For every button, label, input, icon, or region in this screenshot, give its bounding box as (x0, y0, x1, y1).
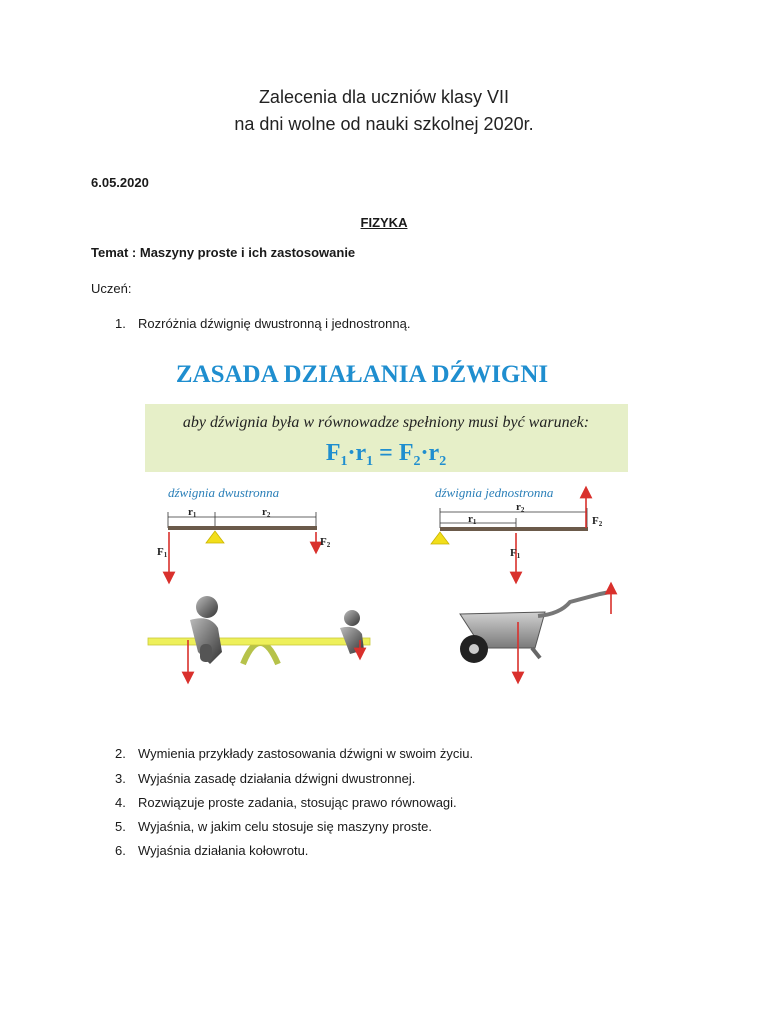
list-item-text: Rozróżnia dźwignię dwustronną i jednostronną. (138, 316, 411, 331)
list-item-number: 4. (115, 795, 126, 810)
list-item-number: 6. (115, 843, 126, 858)
pivot-triangle (206, 531, 224, 543)
equilibrium-formula: $F_1\cdot r_1 = F_2\cdot r_2$ (325, 440, 447, 469)
list-item-text: Wyjaśnia działania kołowrotu. (138, 843, 309, 858)
f2-label: F2 (320, 536, 331, 549)
pivot-triangle (431, 532, 449, 544)
r1-label: r1 (468, 513, 477, 526)
list-item-number: 1. (115, 316, 126, 331)
pupil-label: Uczeń: (91, 281, 132, 296)
r2-label: r2 (516, 501, 525, 514)
f1-label: F1 (510, 547, 521, 560)
list-item (115, 819, 432, 834)
list-item-number: 3. (115, 771, 126, 786)
r2-label: r2 (262, 506, 271, 519)
list-item (115, 795, 457, 810)
document-title-line1: Zalecenia dla uczniów klasy VII (258, 87, 510, 107)
lever-diagram (140, 352, 640, 712)
list-item-text: Rozwiązuje proste zadania, stosując prawo równowagi. (138, 795, 457, 810)
list-item-text: Wymienia przykłady zastosowania dźwigni w swoim życiu. (138, 746, 474, 761)
subject-heading: FIZYKA (360, 215, 408, 230)
diagram-heading: ZASADA DZIAŁANIA DŹWIGNI (175, 361, 549, 388)
one-sided-lever-label: dźwignia jednostronna (435, 485, 554, 500)
condition-text: aby dźwignia była w równowadze spełniony musi być warunek: (182, 414, 590, 431)
date: 6.05.2020 (91, 175, 149, 190)
list-item-number: 2. (115, 746, 126, 761)
f1-label: F1 (157, 546, 168, 559)
lever-beam (168, 526, 317, 530)
two-sided-lever-label: dźwignia dwustronna (168, 485, 280, 500)
list-item-text: Wyjaśnia zasadę działania dźwigni dwustronnej. (138, 771, 416, 786)
list-item (115, 771, 415, 786)
list-item (115, 316, 410, 331)
topic: Temat : Maszyny proste i ich zastosowanie (91, 245, 356, 260)
wheelbarrow-illustration (460, 588, 611, 678)
list-item-number: 5. (115, 819, 126, 834)
document-title-line2: na dni wolne od nauki szkolnej 2020r. (234, 114, 534, 134)
seesaw-illustration (148, 596, 370, 678)
list-item (115, 843, 308, 858)
lever-beam (440, 527, 588, 531)
r1-label: r1 (188, 506, 197, 519)
list-item-text: Wyjaśnia, w jakim celu stosuje się maszyny proste. (138, 819, 432, 834)
list-item (115, 746, 473, 761)
f2-label: F2 (592, 515, 603, 528)
